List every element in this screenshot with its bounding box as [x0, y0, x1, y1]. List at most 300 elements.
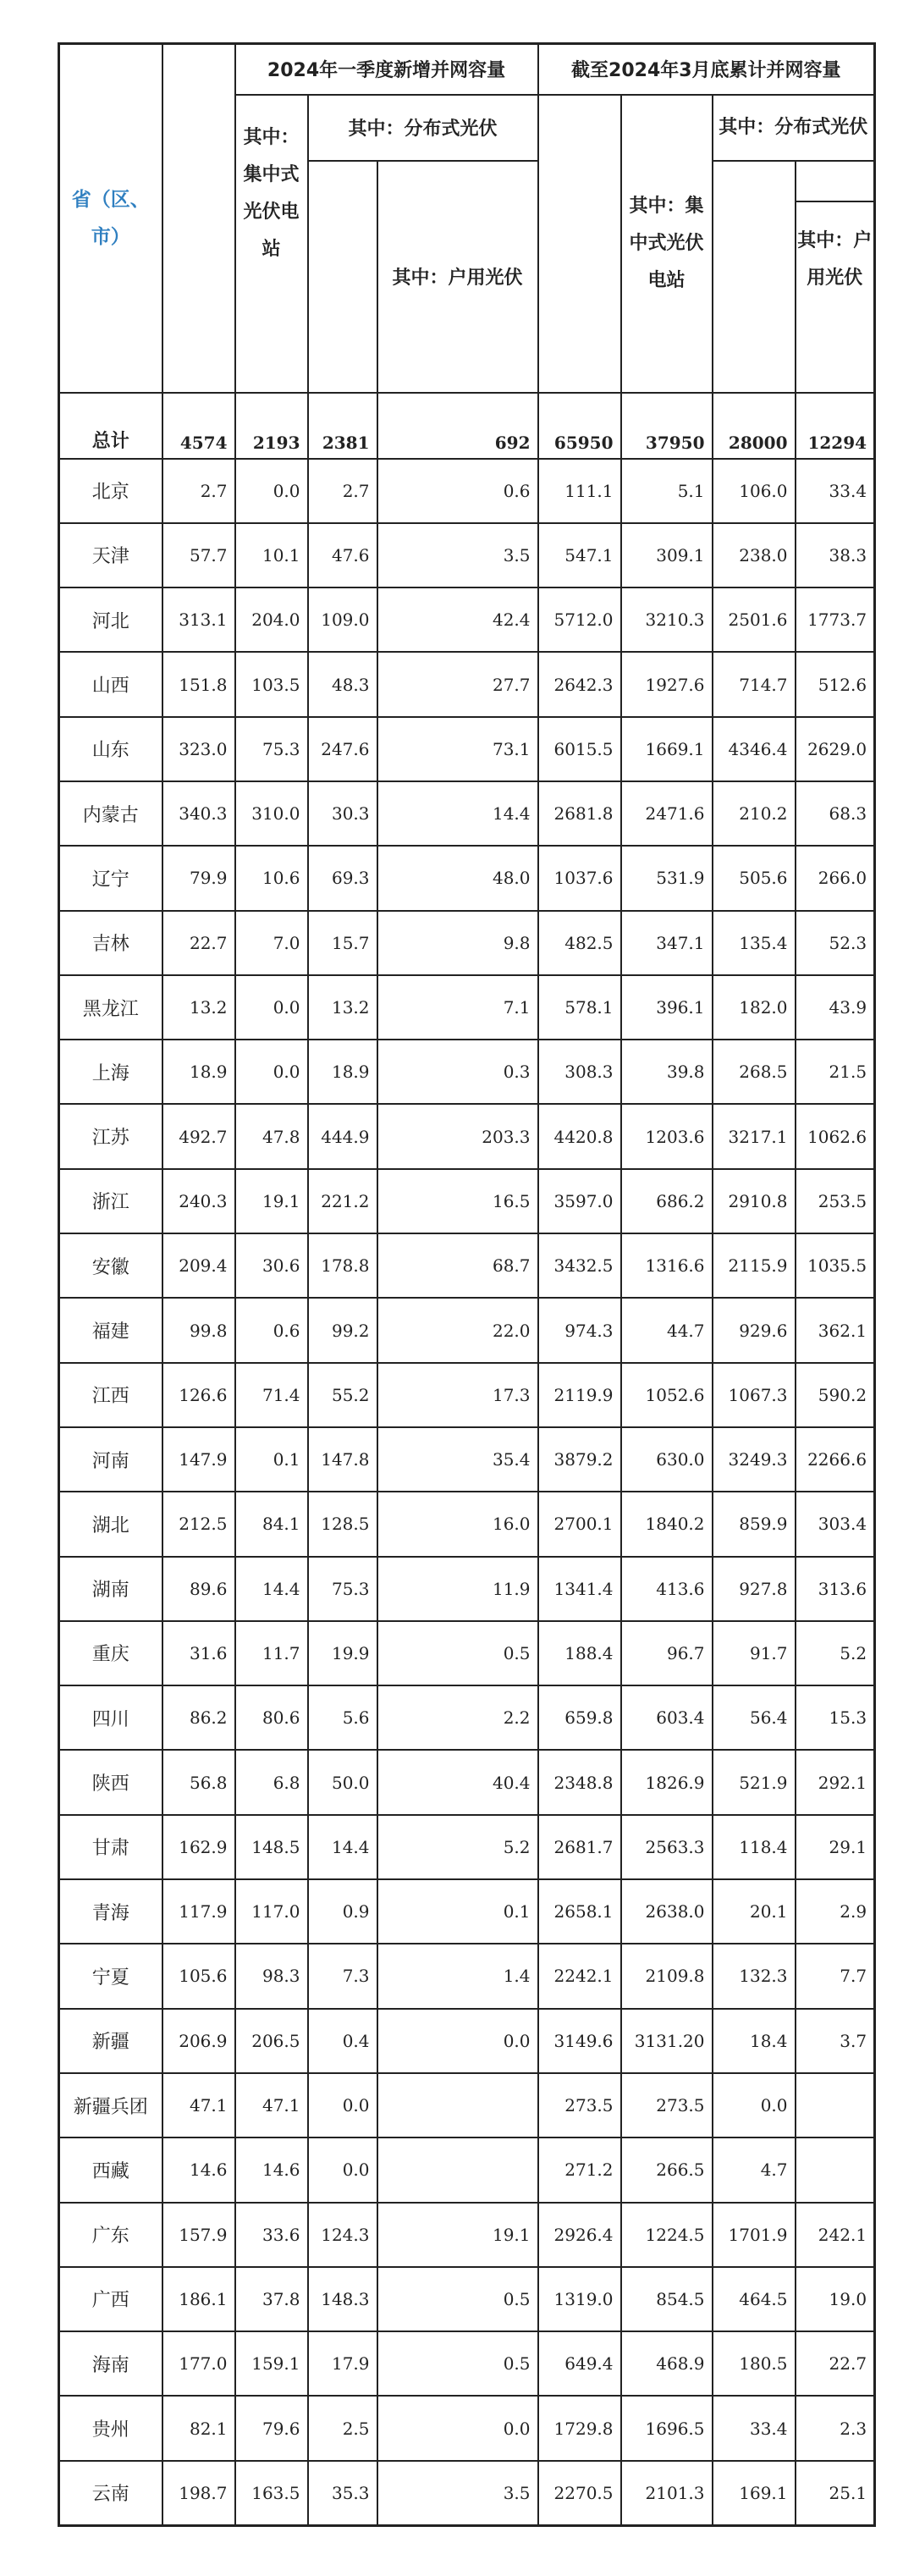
q1-total-value: 162.9 — [162, 1815, 235, 1879]
cum-total-value: 1341.4 — [538, 1557, 621, 1621]
cum-household-value: 12294 — [796, 393, 875, 459]
q1-distributed-value: 109.0 — [308, 587, 377, 652]
cum-distributed-value: 210.2 — [713, 781, 796, 846]
cum-distributed-value: 4.7 — [713, 2137, 796, 2202]
cum-household-value: 303.4 — [796, 1492, 875, 1556]
q1-central-value: 80.6 — [235, 1685, 308, 1750]
cum-distributed-value: 20.1 — [713, 1879, 796, 1944]
table-row — [59, 1879, 875, 1944]
cum-total-value: 6015.5 — [538, 717, 621, 781]
cum-central-value: 39.8 — [621, 1040, 713, 1104]
q1-household-value: 16.0 — [377, 1492, 538, 1556]
cum-total-value: 2119.9 — [538, 1363, 621, 1427]
cum-total-value: 547.1 — [538, 523, 621, 587]
q1-total-value: 209.4 — [162, 1233, 235, 1298]
province-name: 北京 — [59, 459, 162, 523]
cum-total-value: 3597.0 — [538, 1169, 621, 1233]
cum-central-value: 266.5 — [621, 2137, 713, 2202]
q1-total-value: 31.6 — [162, 1621, 235, 1685]
q1-distributed-value: 221.2 — [308, 1169, 377, 1233]
table-row — [59, 1427, 875, 1492]
table-row — [59, 2009, 875, 2073]
q1-household-value: 11.9 — [377, 1557, 538, 1621]
cum-central-value: 1696.5 — [621, 2396, 713, 2460]
q1-central-value: 75.3 — [235, 717, 308, 781]
province-name: 辽宁 — [59, 846, 162, 910]
q1-total-value: 47.1 — [162, 2073, 235, 2137]
cum-central-value: 531.9 — [621, 846, 713, 910]
province-name: 湖南 — [59, 1557, 162, 1621]
q1-distributed-value: 47.6 — [308, 523, 377, 587]
q1-distributed-header: 其中：分布式光伏 — [308, 95, 538, 161]
q1-total-value: 117.9 — [162, 1879, 235, 1944]
q1-central-value: 71.4 — [235, 1363, 308, 1427]
table-row — [59, 1298, 875, 1362]
q1-central-value: 84.1 — [235, 1492, 308, 1556]
q1-household-value: 14.4 — [377, 781, 538, 846]
cum-total-value: 482.5 — [538, 911, 621, 975]
q1-total-value: 13.2 — [162, 975, 235, 1040]
q1-total-value: 18.9 — [162, 1040, 235, 1104]
cum-total-value: 2681.7 — [538, 1815, 621, 1879]
cum-central-value: 686.2 — [621, 1169, 713, 1233]
q1-household-header: 其中：户用光伏 — [377, 161, 538, 393]
cum-central-value: 1316.6 — [621, 1233, 713, 1298]
cum-household-value: 1062.6 — [796, 1104, 875, 1168]
cum-total-value: 2658.1 — [538, 1879, 621, 1944]
q1-distributed-value: 2381 — [308, 393, 377, 459]
cum-total-value: 2926.4 — [538, 2203, 621, 2267]
table-row — [59, 2203, 875, 2267]
cum-household-value: 22.7 — [796, 2331, 875, 2396]
q1-total-value: 323.0 — [162, 717, 235, 781]
province-name: 河北 — [59, 587, 162, 652]
q1-central-header-label: 其中：集中式光伏电站 — [243, 126, 300, 260]
cum-household-value: 590.2 — [796, 1363, 875, 1427]
cumulative-central-header-label: 其中：集中式光伏电站 — [629, 195, 704, 291]
table-row — [59, 2137, 875, 2202]
province-name: 新疆 — [59, 2009, 162, 2073]
cum-distributed-value: 0.0 — [713, 2073, 796, 2137]
cumulative-household-header-label: 其中：户用光伏 — [797, 229, 873, 289]
cum-central-value: 96.7 — [621, 1621, 713, 1685]
q1-central-value: 204.0 — [235, 587, 308, 652]
province-name: 河南 — [59, 1427, 162, 1492]
cum-total-value: 1729.8 — [538, 2396, 621, 2460]
q1-central-value: 30.6 — [235, 1233, 308, 1298]
table-row — [59, 717, 875, 781]
province-name: 上海 — [59, 1040, 162, 1104]
q1-household-value: 692 — [377, 393, 538, 459]
cum-distributed-value: 238.0 — [713, 523, 796, 587]
q1-household-value: 0.5 — [377, 2267, 538, 2331]
q1-central-value: 103.5 — [235, 652, 308, 716]
cum-total-value: 659.8 — [538, 1685, 621, 1750]
q1-total-value: 206.9 — [162, 2009, 235, 2073]
cum-central-value: 2638.0 — [621, 1879, 713, 1944]
q1-total-value: 186.1 — [162, 2267, 235, 2331]
cum-distributed-value: 4346.4 — [713, 717, 796, 781]
cum-total-value: 5712.0 — [538, 587, 621, 652]
cum-central-value: 37950 — [621, 393, 713, 459]
cum-distributed-value: 3217.1 — [713, 1104, 796, 1168]
table-row — [59, 1104, 875, 1168]
table-row — [59, 911, 875, 975]
q1-central-value: 14.6 — [235, 2137, 308, 2202]
province-header-label: 省（区、市） — [71, 188, 150, 248]
q1-distributed-value: 0.4 — [308, 2009, 377, 2073]
q1-household-value: 0.5 — [377, 1621, 538, 1685]
q1-distributed-value: 2.7 — [308, 459, 377, 523]
q1-total-value: 198.7 — [162, 2461, 235, 2526]
q1-total-value: 4574 — [162, 393, 235, 459]
cum-household-value: 313.6 — [796, 1557, 875, 1621]
q1-distributed-value: 2.5 — [308, 2396, 377, 2460]
cum-total-value: 3149.6 — [538, 2009, 621, 2073]
province-name: 宁夏 — [59, 1944, 162, 2008]
cum-total-value: 578.1 — [538, 975, 621, 1040]
cumulative-distributed-header — [713, 95, 875, 161]
q1-central-value: 98.3 — [235, 1944, 308, 2008]
q1-distributed-value: 0.0 — [308, 2073, 377, 2137]
table-row — [59, 781, 875, 846]
cum-total-value: 3432.5 — [538, 1233, 621, 1298]
cum-central-value: 468.9 — [621, 2331, 713, 2396]
cum-central-value: 1826.9 — [621, 1750, 713, 1814]
q1-household-value: 22.0 — [377, 1298, 538, 1362]
q1-household-value: 48.0 — [377, 846, 538, 910]
q1-central-value: 47.8 — [235, 1104, 308, 1168]
province-name: 安徽 — [59, 1233, 162, 1298]
cum-distributed-value: 714.7 — [713, 652, 796, 716]
cum-household-value: 29.1 — [796, 1815, 875, 1879]
q1-central-value: 0.0 — [235, 459, 308, 523]
province-name: 广西 — [59, 2267, 162, 2331]
q1-total-value: 82.1 — [162, 2396, 235, 2460]
q1-household-value: 2.2 — [377, 1685, 538, 1750]
province-name: 江苏 — [59, 1104, 162, 1168]
cum-household-value — [796, 2073, 875, 2137]
q1-distributed-value: 147.8 — [308, 1427, 377, 1492]
cum-distributed-value: 1067.3 — [713, 1363, 796, 1427]
province-name: 福建 — [59, 1298, 162, 1362]
q1-central-value: 163.5 — [235, 2461, 308, 2526]
q1-total-value: 157.9 — [162, 2203, 235, 2267]
cum-household-value — [796, 2137, 875, 2202]
cum-distributed-value: 180.5 — [713, 2331, 796, 2396]
cum-distributed-value: 132.3 — [713, 1944, 796, 2008]
table-row — [59, 2331, 875, 2396]
cum-central-value: 396.1 — [621, 975, 713, 1040]
q1-total-value: 56.8 — [162, 1750, 235, 1814]
q1-central-value: 37.8 — [235, 2267, 308, 2331]
cum-central-value: 2563.3 — [621, 1815, 713, 1879]
cum-household-value: 266.0 — [796, 846, 875, 910]
q1-household-value: 0.0 — [377, 2396, 538, 2460]
table-row — [59, 1944, 875, 2008]
cum-central-value: 309.1 — [621, 523, 713, 587]
cum-total-value: 188.4 — [538, 1621, 621, 1685]
q1-distributed-value: 55.2 — [308, 1363, 377, 1427]
province-name: 吉林 — [59, 911, 162, 975]
cum-distributed-value: 28000 — [713, 393, 796, 459]
table-row — [59, 2396, 875, 2460]
cum-household-value: 2.9 — [796, 1879, 875, 1944]
cumulative-distributed-total-header-cell — [713, 161, 796, 393]
q1-distributed-value: 30.3 — [308, 781, 377, 846]
cum-total-value: 3879.2 — [538, 1427, 621, 1492]
q1-total-value: 14.6 — [162, 2137, 235, 2202]
cum-distributed-value: 464.5 — [713, 2267, 796, 2331]
province-name: 总计 — [59, 393, 162, 459]
q1-household-value: 0.3 — [377, 1040, 538, 1104]
table-row — [59, 1040, 875, 1104]
cum-total-value: 65950 — [538, 393, 621, 459]
cum-total-value: 4420.8 — [538, 1104, 621, 1168]
cum-total-value: 308.3 — [538, 1040, 621, 1104]
cum-household-value: 1035.5 — [796, 1233, 875, 1298]
table-row — [59, 1685, 875, 1750]
cum-distributed-value: 3249.3 — [713, 1427, 796, 1492]
q1-distributed-total-header-cell — [308, 161, 377, 393]
cum-total-value: 1319.0 — [538, 2267, 621, 2331]
q1-total-header-cell — [162, 44, 235, 393]
q1-household-value: 1.4 — [377, 1944, 538, 2008]
cum-central-value: 273.5 — [621, 2073, 713, 2137]
cum-household-value: 253.5 — [796, 1169, 875, 1233]
cum-distributed-value: 268.5 — [713, 1040, 796, 1104]
cum-household-value: 3.7 — [796, 2009, 875, 2073]
q1-total-value: 340.3 — [162, 781, 235, 846]
q1-total-value: 313.1 — [162, 587, 235, 652]
table-row — [59, 1363, 875, 1427]
q1-total-value: 99.8 — [162, 1298, 235, 1362]
province-name: 云南 — [59, 2461, 162, 2526]
q1-distributed-value: 14.4 — [308, 1815, 377, 1879]
province-name: 四川 — [59, 1685, 162, 1750]
q1-household-value: 3.5 — [377, 2461, 538, 2526]
q1-distributed-value: 69.3 — [308, 846, 377, 910]
province-name: 湖北 — [59, 1492, 162, 1556]
table-row — [59, 459, 875, 523]
cum-central-value: 2109.8 — [621, 1944, 713, 2008]
cum-distributed-value: 106.0 — [713, 459, 796, 523]
province-header — [59, 44, 162, 393]
q1-household-value: 19.1 — [377, 2203, 538, 2267]
q1-household-value — [377, 2137, 538, 2202]
q1-central-value: 0.1 — [235, 1427, 308, 1492]
table-row — [59, 846, 875, 910]
q1-total-value: 2.7 — [162, 459, 235, 523]
q1-total-value: 492.7 — [162, 1104, 235, 1168]
q1-central-value: 117.0 — [235, 1879, 308, 1944]
cum-household-value: 38.3 — [796, 523, 875, 587]
q1-distributed-value: 247.6 — [308, 717, 377, 781]
cum-central-value: 3210.3 — [621, 587, 713, 652]
table-row — [59, 2267, 875, 2331]
cum-distributed-value: 1701.9 — [713, 2203, 796, 2267]
cum-total-value: 273.5 — [538, 2073, 621, 2137]
cum-central-value: 3131.20 — [621, 2009, 713, 2073]
cum-distributed-value: 2910.8 — [713, 1169, 796, 1233]
cum-distributed-value: 56.4 — [713, 1685, 796, 1750]
q1-distributed-value: 99.2 — [308, 1298, 377, 1362]
province-name: 天津 — [59, 523, 162, 587]
cum-distributed-value: 91.7 — [713, 1621, 796, 1685]
cum-household-value: 7.7 — [796, 1944, 875, 2008]
q1-household-value: 203.3 — [377, 1104, 538, 1168]
q1-central-value: 310.0 — [235, 781, 308, 846]
cum-central-value: 1203.6 — [621, 1104, 713, 1168]
cum-distributed-value: 182.0 — [713, 975, 796, 1040]
q1-central-value: 11.7 — [235, 1621, 308, 1685]
q1-distributed-value: 48.3 — [308, 652, 377, 716]
cum-household-value: 1773.7 — [796, 587, 875, 652]
q1-total-value: 240.3 — [162, 1169, 235, 1233]
q1-distributed-value: 75.3 — [308, 1557, 377, 1621]
cum-total-value: 2348.8 — [538, 1750, 621, 1814]
cum-household-value: 292.1 — [796, 1750, 875, 1814]
q1-household-value: 0.5 — [377, 2331, 538, 2396]
table-row — [59, 1169, 875, 1233]
cum-central-value: 1224.5 — [621, 2203, 713, 2267]
q1-household-value: 5.2 — [377, 1815, 538, 1879]
q1-group-header: 2024年一季度新增并网容量 — [235, 44, 538, 95]
table-row — [59, 1750, 875, 1814]
table-row — [59, 1492, 875, 1556]
q1-central-value: 206.5 — [235, 2009, 308, 2073]
cum-central-value: 854.5 — [621, 2267, 713, 2331]
q1-central-value: 2193 — [235, 393, 308, 459]
cum-total-value: 649.4 — [538, 2331, 621, 2396]
q1-distributed-value: 0.9 — [308, 1879, 377, 1944]
cum-distributed-value: 929.6 — [713, 1298, 796, 1362]
table-row — [59, 587, 875, 652]
cum-distributed-value: 118.4 — [713, 1815, 796, 1879]
table-row — [59, 1815, 875, 1879]
cum-total-value: 2242.1 — [538, 1944, 621, 2008]
cum-distributed-value: 927.8 — [713, 1557, 796, 1621]
cum-central-value: 413.6 — [621, 1557, 713, 1621]
q1-total-value: 86.2 — [162, 1685, 235, 1750]
cum-distributed-value: 18.4 — [713, 2009, 796, 2073]
cumulative-distributed-header-label: 其中：分布式光伏 — [719, 116, 868, 138]
cum-central-value: 1669.1 — [621, 717, 713, 781]
province-name: 江西 — [59, 1363, 162, 1427]
cum-central-value: 1927.6 — [621, 652, 713, 716]
cum-household-value: 242.1 — [796, 2203, 875, 2267]
province-name: 西藏 — [59, 2137, 162, 2202]
table-row — [59, 1233, 875, 1298]
cum-household-value: 5.2 — [796, 1621, 875, 1685]
total-row — [59, 393, 875, 459]
cum-central-value: 603.4 — [621, 1685, 713, 1750]
q1-total-value: 126.6 — [162, 1363, 235, 1427]
q1-household-value: 68.7 — [377, 1233, 538, 1298]
cum-household-value: 362.1 — [796, 1298, 875, 1362]
cum-central-value: 5.1 — [621, 459, 713, 523]
q1-central-value: 6.8 — [235, 1750, 308, 1814]
q1-distributed-value: 7.3 — [308, 1944, 377, 2008]
q1-central-value: 148.5 — [235, 1815, 308, 1879]
q1-central-value: 10.1 — [235, 523, 308, 587]
q1-total-value: 79.9 — [162, 846, 235, 910]
table-row — [59, 1557, 875, 1621]
table-row — [59, 652, 875, 716]
cum-household-value: 15.3 — [796, 1685, 875, 1750]
cum-distributed-value: 505.6 — [713, 846, 796, 910]
cum-distributed-value: 2501.6 — [713, 587, 796, 652]
q1-central-value: 33.6 — [235, 2203, 308, 2267]
cum-distributed-value: 2115.9 — [713, 1233, 796, 1298]
q1-total-value: 89.6 — [162, 1557, 235, 1621]
q1-distributed-value: 13.2 — [308, 975, 377, 1040]
q1-total-value: 147.9 — [162, 1427, 235, 1492]
table-row — [59, 523, 875, 587]
q1-distributed-value: 0.0 — [308, 2137, 377, 2202]
cum-household-value: 52.3 — [796, 911, 875, 975]
q1-household-value: 0.0 — [377, 2009, 538, 2073]
province-name: 海南 — [59, 2331, 162, 2396]
cum-household-value: 33.4 — [796, 459, 875, 523]
cum-distributed-value: 135.4 — [713, 911, 796, 975]
province-name: 甘肃 — [59, 1815, 162, 1879]
q1-household-value: 42.4 — [377, 587, 538, 652]
q1-central-value: 47.1 — [235, 2073, 308, 2137]
q1-distributed-value: 15.7 — [308, 911, 377, 975]
q1-distributed-value: 18.9 — [308, 1040, 377, 1104]
q1-distributed-value: 19.9 — [308, 1621, 377, 1685]
province-name: 山西 — [59, 652, 162, 716]
q1-central-header — [235, 95, 308, 393]
cum-household-value: 2266.6 — [796, 1427, 875, 1492]
province-name: 重庆 — [59, 1621, 162, 1685]
q1-household-value: 35.4 — [377, 1427, 538, 1492]
q1-distributed-value: 17.9 — [308, 2331, 377, 2396]
province-name: 新疆兵团 — [59, 2073, 162, 2137]
q1-household-value: 0.1 — [377, 1879, 538, 1944]
q1-total-value: 57.7 — [162, 523, 235, 587]
province-name: 浙江 — [59, 1169, 162, 1233]
province-name: 内蒙古 — [59, 781, 162, 846]
cum-household-value: 2.3 — [796, 2396, 875, 2460]
cum-total-value: 1037.6 — [538, 846, 621, 910]
cumulative-central-header — [621, 95, 713, 393]
q1-distributed-value: 124.3 — [308, 2203, 377, 2267]
cum-total-value: 2642.3 — [538, 652, 621, 716]
q1-central-value: 10.6 — [235, 846, 308, 910]
table-row — [59, 975, 875, 1040]
q1-total-value: 22.7 — [162, 911, 235, 975]
q1-central-value: 0.0 — [235, 1040, 308, 1104]
q1-total-value: 151.8 — [162, 652, 235, 716]
q1-distributed-value: 5.6 — [308, 1685, 377, 1750]
table-row — [59, 1621, 875, 1685]
q1-central-value: 14.4 — [235, 1557, 308, 1621]
q1-household-value: 9.8 — [377, 911, 538, 975]
q1-household-value: 40.4 — [377, 1750, 538, 1814]
q1-household-value — [377, 2073, 538, 2137]
cum-household-value: 43.9 — [796, 975, 875, 1040]
pv-capacity-table — [58, 42, 876, 2527]
cum-central-value: 44.7 — [621, 1298, 713, 1362]
province-name: 陕西 — [59, 1750, 162, 1814]
cum-total-value: 2681.8 — [538, 781, 621, 846]
cum-total-value: 2700.1 — [538, 1492, 621, 1556]
cum-household-value: 2629.0 — [796, 717, 875, 781]
q1-distributed-value: 128.5 — [308, 1492, 377, 1556]
cum-household-value: 25.1 — [796, 2461, 875, 2526]
